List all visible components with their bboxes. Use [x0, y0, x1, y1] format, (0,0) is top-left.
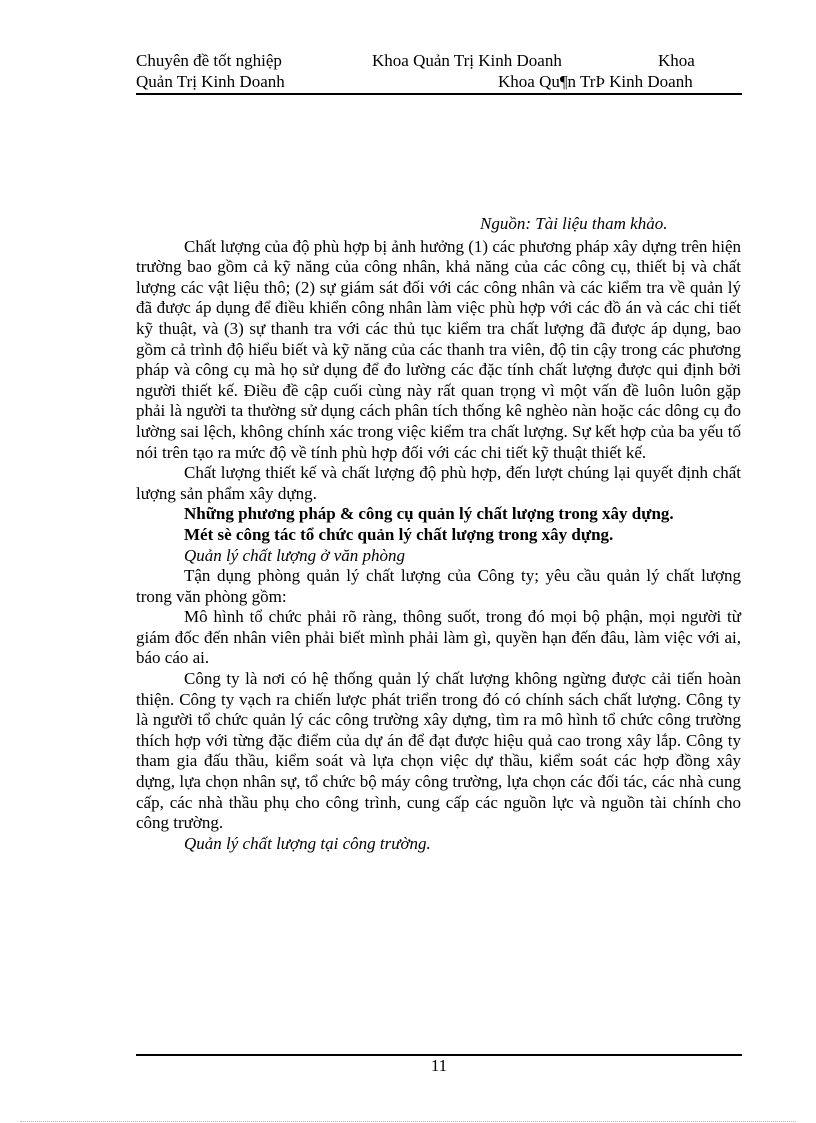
header-row-2 — [136, 71, 742, 92]
page-break-line — [20, 1121, 796, 1122]
paragraph-office-requirements: Tận dụng phòng quản lý chất lượng của Công ty; yêu cầu quản lý chất lượng trong văn phòng gồm: — [136, 566, 741, 606]
header-doc-type: Chuyên đề tốt nghiệp — [136, 51, 282, 70]
subheading-site-quality: Quản lý chất lượng tại công trường. — [184, 833, 431, 853]
header-faculty-short: Khoa — [658, 51, 695, 70]
paragraph-company-role: Công ty là nơi có hệ thống quản lý chất lượng không ngừng được cải tiến hoàn thiện. Công ty vạch ra chiến lược phát triển trong đó có chính sách chất lượng. Công ty là người tổ chức quản lý các công trường xây dựng, tìm ra mô hình tổ chức công trường thích hợp với từng đặc điểm của dự án để đạt được hiệu quả cao trong xây lắp. Công ty tham gia đấu thầu, kiểm soát và lựa chọn việc dự thầu, kiểm soát các hợp đồng xây dựng, lựa chọn nhân sự, tổ chức bộ máy công trường, lựa chọn các đối tác, các nhà cung cấp, các nhà thầu phụ cho công trình, cung cấp các nguồn lực và nguồn tài chính cho công trường. — [136, 669, 741, 833]
header-faculty-garbled: Khoa Qu¶n TrÞ Kinh Doanh — [498, 72, 693, 91]
section-heading-organization: Mét sè công tác tổ chức quản lý chất lượng trong xây dựng. — [184, 524, 614, 544]
page-header — [136, 50, 742, 92]
page-number: 11 — [430, 1056, 448, 1075]
subheading-office-quality: Quản lý chất lượng ở văn phòng — [184, 545, 405, 565]
header-faculty: Khoa Quản Trị Kinh Doanh — [372, 51, 562, 70]
section-heading-methods-tools: Những phương pháp & công cụ quản lý chất lượng trong xây dựng. — [184, 504, 674, 524]
header-rule — [136, 93, 742, 95]
paragraph-conformance-quality: Chất lượng của độ phù hợp bị ảnh hưởng (1) các phương pháp xây dựng trên hiện trường bao gồm cả kỹ năng của công nhân, khả năng của các công cụ, thiết bị và chất lượng các vật liệu thô; (2) sự giám sát đối với các công nhân và các kiểm tra về quản lý đã được áp dụng để điều khiển công nhân làm việc phù hợp với các đồ án và các chi tiết kỹ thuật, và (3) sự thanh tra với các thủ tục kiểm tra chất lượng đã được áp dụng, bao gồm cả trình độ hiểu biết và kỹ năng của các thanh tra viên, độ tin cậy trong các phương pháp và công cụ mà họ sử dụng để đo lường các đặc tính chất lượng được qui định bởi người thiết kế. Điều đề cập cuối cùng này rất quan trọng vì một vấn đề luôn luôn gặp phải là người ta thường sử dụng cách phân tích thống kê nghèo nàn hoặc các dông cụ đo lường sai lệch, không chính xác trong việc kiểm tra chất lượng. Sự kết hợp của ba yếu tố nói trên tạo ra mức độ về tính phù hợp đối với các chi tiết kỹ thuật thiết kế. — [136, 236, 741, 462]
paragraph-org-model: Mô hình tổ chức phải rõ ràng, thông suốt, trong đó mọi bộ phận, mọi người từ giám đốc đến nhân viên phải biết mình phải làm gì, quyền hạn đến đâu, làm việc với ai, báo cáo ai. — [136, 607, 741, 668]
header-row-1 — [136, 50, 742, 71]
source-note: Nguồn: Tài liệu tham khảo. — [480, 214, 668, 233]
page-body — [136, 214, 741, 854]
paragraph-design-quality: Chất lượng thiết kế và chất lượng độ phù hợp, đến lượt chúng lại quyết định chất lượng sản phẩm xây dựng. — [136, 463, 741, 503]
header-department: Quản Trị Kinh Doanh — [136, 72, 285, 91]
